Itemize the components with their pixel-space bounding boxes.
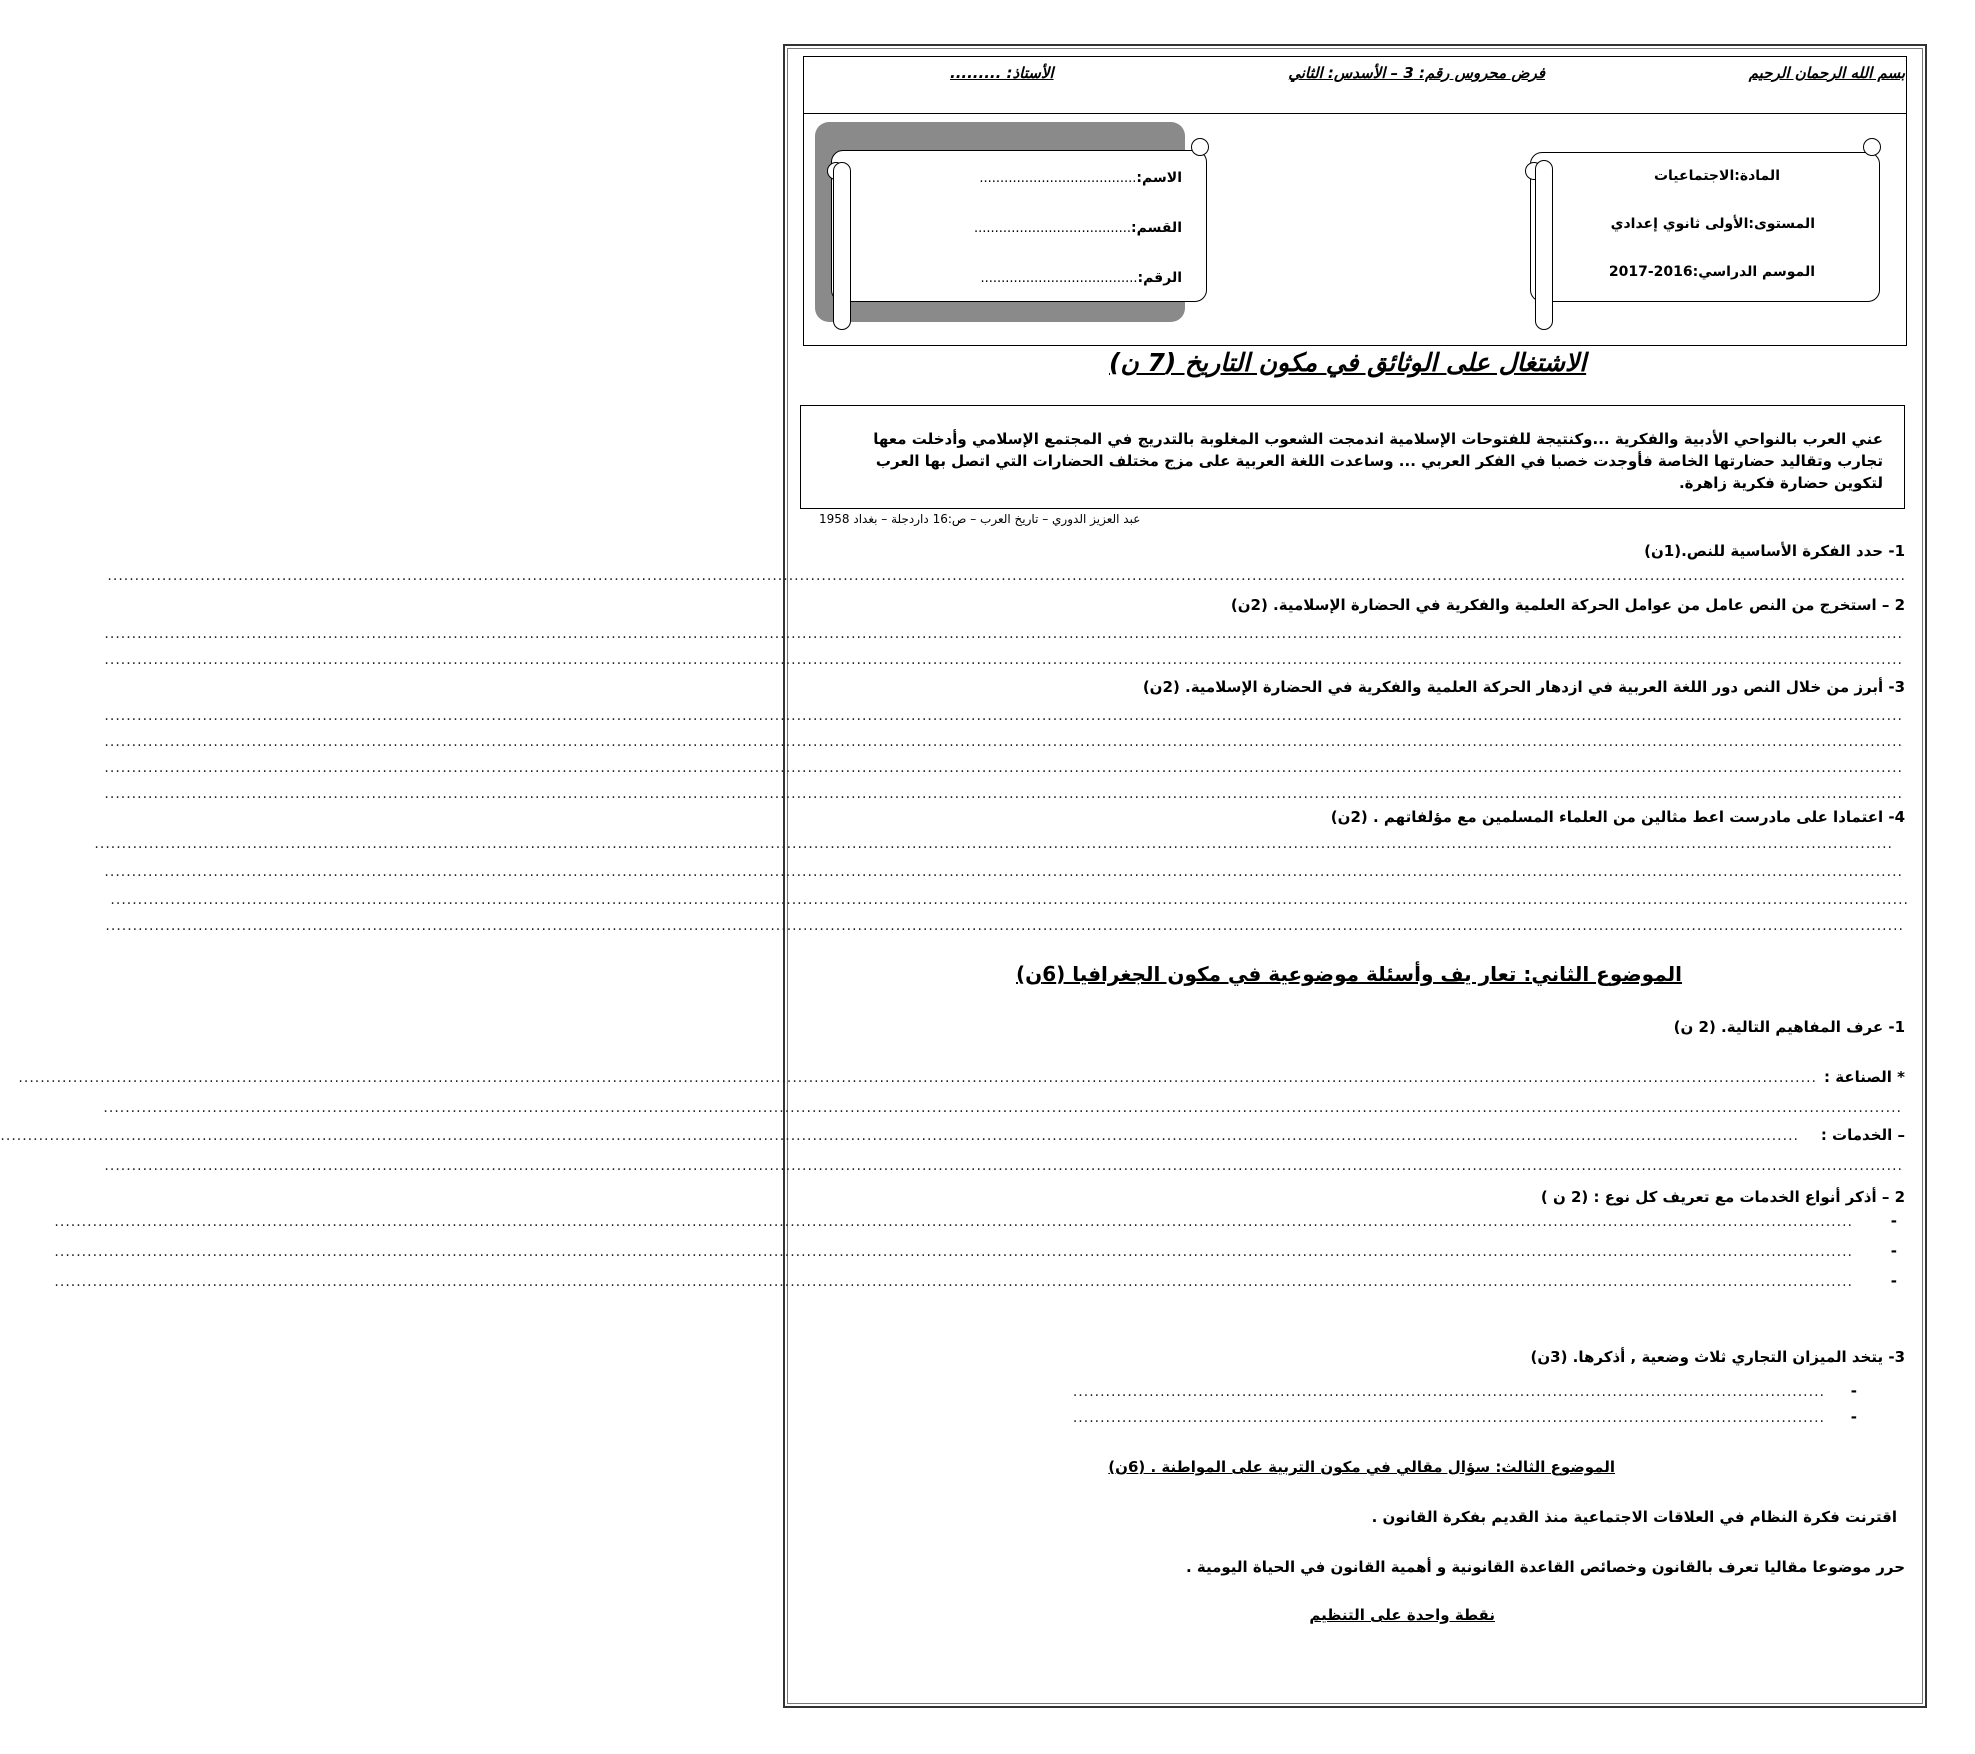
citizenship-title: الموضوع الثالث: سؤال مقالي في مكون التربية على المواطنة . (6ن) — [1108, 1458, 1615, 1476]
term-industry: * الصناعة : — [1824, 1068, 1905, 1086]
question-1: 1- حدد الفكرة الأساسية للنص.(1ن) — [1644, 542, 1905, 560]
basmala: بسم الله الرحمان الرحيم — [1748, 64, 1905, 82]
question-2: 2 – استخرج من النص عامل من عوامل الحركة العلمية والفكرية في الحضارة الإسلامية. (2ن) — [1230, 596, 1905, 614]
scroll-roll — [833, 162, 851, 330]
geography-title: الموضوع الثاني: تعار يف وأسئلة موضوعية في مكون الجغرافيا (6ن) — [1016, 962, 1682, 986]
answer-line[interactable]: .......................................................................................................................................................................................................................................................................................................................................... — [104, 734, 1903, 750]
name-field[interactable]: الاسم:...................................... — [979, 170, 1182, 186]
answer-line[interactable]: .......................................................................................................................................................................................................................................................................................................................................... — [105, 918, 1904, 934]
geo-question-3: 3- يتخد الميزان التجاري ثلاث وضعية , أذكرها. (3ن) — [1530, 1348, 1905, 1366]
level: المستوى:الأولى ثانوي إعدادي — [1610, 216, 1815, 232]
citizenship-prompt: اقترنت فكرة النظام في العلاقات الاجتماعية منذ القديم بفكرة القانون . — [1371, 1508, 1897, 1526]
answer-line[interactable]: .......................................................................................................................................... — [1072, 1384, 1825, 1400]
answer-line[interactable]: .......................................................................................................................................................................................................................................................................................................................................... — [0, 1128, 1799, 1144]
answer-line[interactable]: .......................................................................................................................................................................................................................................................................................................................................... — [104, 864, 1903, 880]
document-text: عني العرب بالنواحي الأدبية والفكرية ...وكنتيجة للفتوحات الإسلامية اندمجت الشعوب المغلوبة بالتدريج في المجتمع الإسلامي وأدخلت معها تجارب وتقاليد حضارتها الخاصة فأوجدت خصبا في الفكر العربي ... وساعدت اللغة العربية على مزج مختلف الحضارات التي اتصل بها العرب لتكوين حضارة فكرية زاهرة. — [873, 430, 1883, 492]
document-source: عبد العزيز الدوري – تاريخ العرب – ص:16 داردجلة – بغداد 1958 — [819, 512, 1141, 526]
geo-question-1: 1- عرف المفاهيم التالية. (2 ن) — [1673, 1018, 1905, 1036]
answer-line[interactable]: .......................................................................................................................................................................................................................................................................................................................................... — [104, 708, 1903, 724]
answer-line[interactable]: .......................................................................................................................................................................................................................................................................................................................................... — [103, 1100, 1902, 1116]
answer-line[interactable]: .......................................................................................................................................................................................................................................................................................................................................... — [54, 1274, 1853, 1290]
answer-line[interactable]: .......................................................................................................................................................................................................................................................................................................................................... — [104, 786, 1903, 802]
bullet: - — [1850, 1382, 1857, 1400]
bullet: - — [1890, 1212, 1897, 1230]
answer-line[interactable]: .......................................................................................................................................................................................................................................................................................................................................... — [104, 652, 1903, 668]
header-divider — [803, 113, 1907, 114]
answer-line[interactable]: .......................................................................................................................................................................................................................................................................................................................................... — [107, 568, 1906, 584]
question-4: 4- اعتمادا على مادرست اعط مثالين من العلماء المسلمين مع مؤلفاتهم . (2ن) — [1330, 808, 1905, 826]
answer-line[interactable]: .......................................................................................................................................................................................................................................................................................................................................... — [18, 1070, 1817, 1086]
class-field[interactable]: القسم:...................................... — [974, 220, 1182, 236]
answer-line[interactable]: .......................................................................................................................................................................................................................................................................................................................................... — [54, 1214, 1853, 1230]
bullet: - — [1890, 1272, 1897, 1290]
season: الموسم الدراسي:2016-2017 — [1608, 264, 1815, 280]
geo-question-2: 2 – أذكر أنواع الخدمات مع تعريف كل نوع : (2 ن ) — [1540, 1188, 1905, 1206]
answer-line[interactable]: .......................................................................................................................................................................................................................................................................................................................................... — [110, 892, 1909, 908]
term-services: – الخدمات : — [1820, 1126, 1905, 1144]
bullet: - — [1850, 1408, 1857, 1426]
class-label: القسم: — [1131, 220, 1182, 236]
history-title: الاشتغال على الوثائق في مكون التاريخ (7 ن) — [1109, 348, 1587, 377]
answer-line[interactable]: .......................................................................................................................................................................................................................................................................................................................................... — [54, 1244, 1853, 1260]
name-label: الاسم: — [1136, 170, 1182, 186]
citizenship-task: حرر موضوعا مقاليا تعرف بالقانون وخصائص القاعدة القانونية و أهمية القانون في الحياة اليومية . — [1185, 1558, 1905, 1576]
exam-title: فرض محروس رقم: 3 – الأسدس: الثاني — [1288, 64, 1545, 82]
answer-line[interactable]: .......................................................................................................................................................................................................................................................................................................................................... — [94, 836, 1893, 852]
organization-note: نقطة واحدة على التنظيم — [1309, 1606, 1495, 1624]
number-field[interactable]: الرقم:...................................... — [980, 270, 1182, 286]
answer-line[interactable]: .......................................................................................................................................................................................................................................................................................................................................... — [104, 626, 1903, 642]
bullet: - — [1890, 1242, 1897, 1260]
scroll-roll — [1535, 160, 1553, 330]
scroll-curl-icon — [1191, 138, 1209, 156]
answer-line[interactable]: .......................................................................................................................................... — [1072, 1410, 1825, 1426]
question-3: 3- أبرز من خلال النص دور اللغة العربية في ازدهار الحركة العلمية والفكرية في الحضارة الإسلامية. (2ن) — [1142, 678, 1905, 696]
teacher: الأستاذ: ......... — [950, 64, 1054, 82]
answer-line[interactable]: .......................................................................................................................................................................................................................................................................................................................................... — [104, 760, 1903, 776]
subject: المادة:الاجتماعيات — [1653, 168, 1780, 184]
answer-line[interactable]: .......................................................................................................................................................................................................................................................................................................................................... — [104, 1158, 1903, 1174]
number-label: الرقم: — [1137, 270, 1182, 286]
scroll-curl-icon — [1863, 138, 1881, 156]
